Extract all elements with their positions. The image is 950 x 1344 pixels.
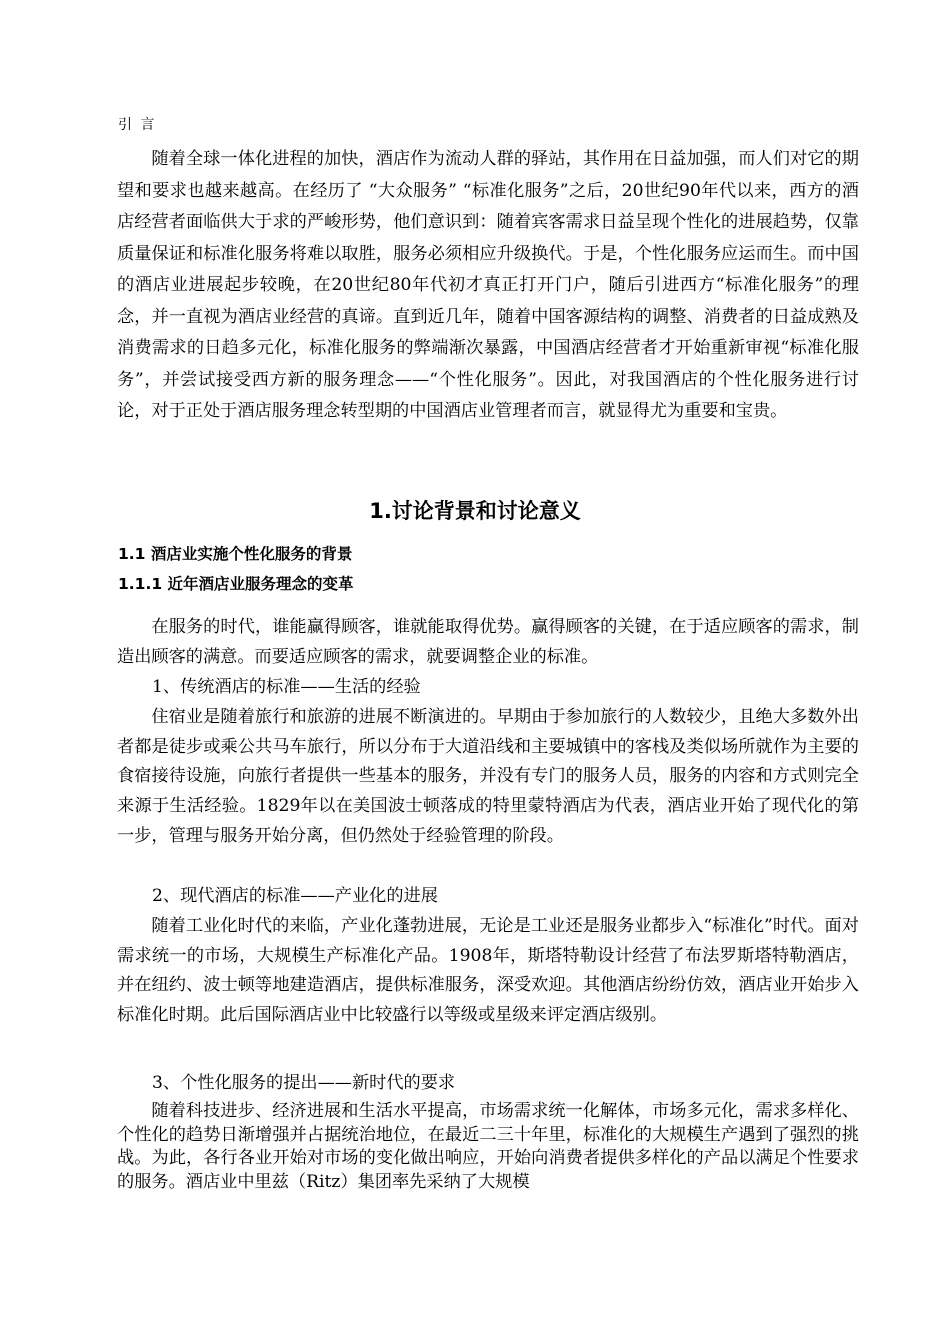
item2-paragraph: 随着工业化时代的来临，产业化蓬勃进展，无论是工业还是服务业都步入“标准化”时代。面对需求统一的市场，大规模生产标准化产品。1908年，斯塔特勒设计经营了布法罗斯塔特勒酒店，并在纽约、波士顿等地建造酒店，提供标准服务，深受欢迎。其他酒店纷纷仿效，酒店业开始步入标准化时期。此后国际酒店业中比较盛行以等级或星级来评定酒店级别。 <box>117 916 859 1026</box>
opening-paragraph: 在服务的时代，谁能赢得顾客，谁就能取得优势。赢得顾客的关键，在于适应顾客的需求，制造出顾客的满意。而要适应顾客的需求，就要调整企业的标准。 <box>117 617 859 667</box>
intro-label: 引 言 <box>118 117 157 133</box>
intro-paragraph: 随着全球一体化进程的加快，酒店作为流动人群的驿站，其作用在日益加强，而人们对它的期望和要求也越来越高。在经历了 “大众服务” “标准化服务”之后，20世纪90年代以来，西方的酒店经营者面临供大于求的严峻形势，他们意识到：随着宾客需求日益呈现个性化的进展趋势，仅靠质量保证和标准化服务将难以取胜，服务必须相应升级换代。于是，个性化服务应运而生。而中国的酒店业进展起步较晚，在20世纪80年代初才真正打开门户，随后引进西方“标准化服务”的理念，并一直视为酒店业经营的真谛。直到近几年，随着中国客源结构的调整、消费者的日益成熟及消费需求的日趋多元化，标准化服务的弊端渐次暴露，中国酒店经营者才开始重新审视“标准化服务”，并尝试接受西方新的服务理念——“个性化服务”。因此，对我国酒店的个性化服务进行讨论，对于正处于酒店服务理念转型期的中国酒店业管理者而言，就显得尤为重要和宝贵。 <box>117 149 859 421</box>
item3-title: 3、个性化服务的提出——新时代的要求 <box>152 1073 456 1093</box>
section-title: 1.1 酒店业实施个性化服务的背景 <box>118 545 353 563</box>
chapter-title: 1.讨论背景和讨论意义 <box>369 499 581 523</box>
item3-paragraph: 随着科技进步、经济进展和生活水平提高，市场需求统一化解体，市场多元化，需求多样化、个性化的趋势日渐增强并占据统治地位，在最近二三十年里，标准化的大规模生产遇到了强烈的挑战。为此，各行各业开始对市场的变化做出响应，开始向消费者提供多样化的产品以满足个性要求的服务。酒店业中里兹（Ritz）集团率先采纳了大规模 <box>117 1101 859 1192</box>
subsection-title: 1.1.1 近年酒店业服务理念的变革 <box>118 575 354 593</box>
item2-title: 2、现代酒店的标准——产业化的进展 <box>152 886 438 906</box>
item1-paragraph: 住宿业是随着旅行和旅游的进展不断演进的。早期由于参加旅行的人数较少，且绝大多数外出者都是徒步或乘公共马车旅行，所以分布于大道沿线和主要城镇中的客栈及类似场所就作为主要的食宿接待设施，向旅行者提供一些基本的服务，并没有专门的服务人员，服务的内容和方式则完全来源于生活经验。1829年以在美国波士顿落成的特里蒙特酒店为代表，酒店业开始了现代化的第一步，管理与服务开始分离，但仍然处于经验管理的阶段。 <box>117 707 859 846</box>
item1-title: 1、传统酒店的标准——生活的经验 <box>152 677 421 697</box>
